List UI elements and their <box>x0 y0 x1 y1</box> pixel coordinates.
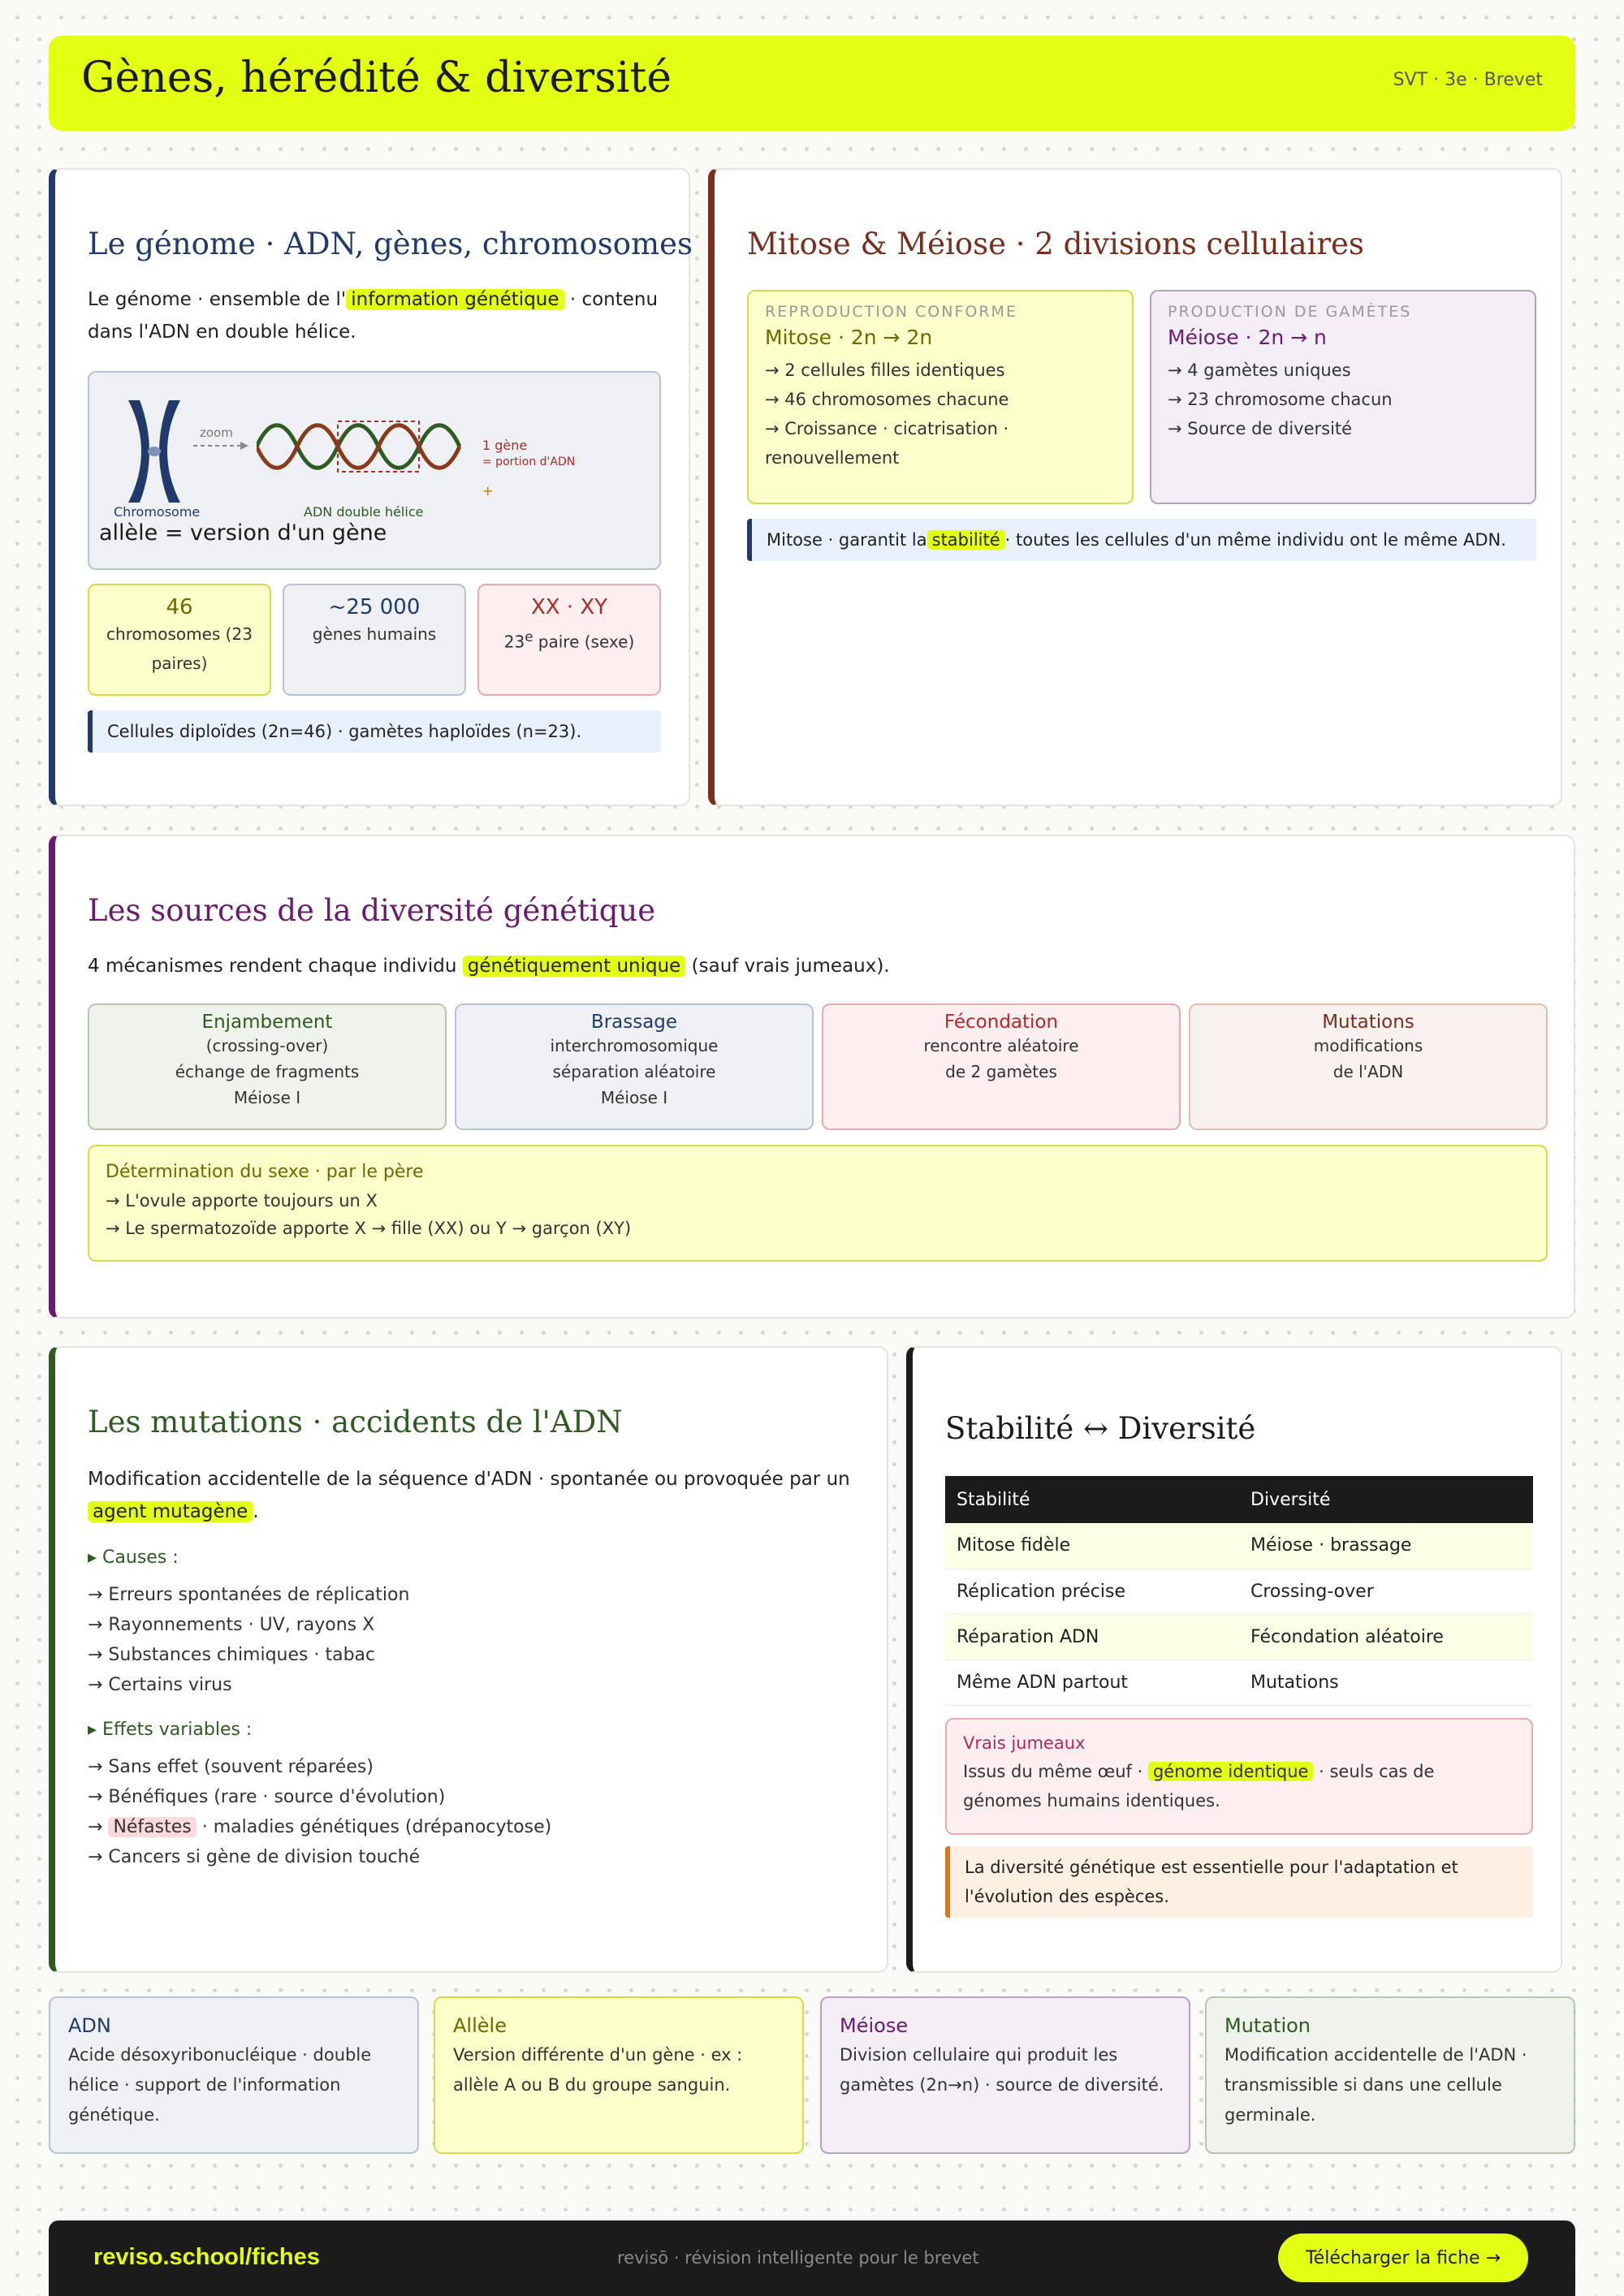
stability-title: Stabilité ↔ Diversité <box>945 1411 1256 1446</box>
twins-box: Vrais jumeaux Issus du même œuf · génome identique · seuls cas de génomes humains identiques. <box>945 1718 1533 1835</box>
mutations-title: Les mutations · accidents de l'ADN <box>88 1405 623 1439</box>
division-title: Mitose & Méiose · 2 divisions cellulaires <box>747 227 1364 261</box>
dna-helix-icon <box>257 418 476 475</box>
mitose-box: REPRODUCTION CONFORME Mitose · 2n → 2n → 2 cellules filles identiques → 46 chromosomes chacune → Croissance · cicatrisation · renouvellement <box>747 290 1134 504</box>
gene-label: 1 gène <box>482 438 528 453</box>
stat-sex-chromosomes: XX · XY 23e paire (sexe) <box>477 584 661 696</box>
glossary-adn: ADN Acide désoxyribonucléique · double hélice · support de l'information génétique. <box>49 1996 419 2154</box>
mechanism-enjambement: Enjambement (crossing-over) échange de fragments Méiose I <box>88 1003 447 1130</box>
gene-sublabel: = portion d'ADN <box>482 455 576 468</box>
mechanism-mutations: Mutations modifications de l'ADN <box>1189 1003 1548 1130</box>
sources-card <box>49 835 1575 1318</box>
table-row: Réplication précise Crossing-over <box>945 1569 1533 1614</box>
sex-determination-box: Détermination du sexe · par le père → L'ovule apporte toujours un X → Le spermatozoïde apporte X → fille (XX) ou Y → garçon (XY) <box>88 1145 1548 1262</box>
glossary-mutation: Mutation Modification accidentelle de l'ADN · transmissible si dans une cellule germinale. <box>1205 1996 1575 2154</box>
footer-tagline: revisō · révision intelligente pour le brevet <box>617 2248 979 2268</box>
table-row: Mitose fidèle Méiose · brassage <box>945 1523 1533 1569</box>
allele-label: allèle = version d'un gène <box>99 520 387 546</box>
download-button[interactable]: Télécharger la fiche → <box>1278 2233 1528 2282</box>
stat-genes: ~25 000 gènes humains <box>283 584 466 696</box>
sources-title: Les sources de la diversité génétique <box>88 893 656 928</box>
effects-heading: ▸ Effets variables : <box>88 1720 253 1740</box>
glossary-meiose: Méiose Division cellulaire qui produit les gamètes (2n→n) · source de diversité. <box>820 1996 1190 2154</box>
table-row: Même ADN partout Mutations <box>945 1659 1533 1705</box>
mechanism-fecondation: Fécondation rencontre aléatoire de 2 gamètes <box>822 1003 1181 1130</box>
chromosome-label: Chromosome <box>114 504 201 520</box>
stat-chromosomes: 46 chromosomes (23 paires) <box>88 584 271 696</box>
glossary-allele: Allèle Version différente d'un gène · ex : allèle A ou B du groupe sanguin. <box>434 1996 804 2154</box>
causes-heading: ▸ Causes : <box>88 1547 179 1568</box>
meiose-box: PRODUCTION DE GAMÈTES Méiose · 2n → n → 4 gamètes uniques → 23 chromosome chacun → Source de diversité <box>1150 290 1536 504</box>
mutations-card <box>49 1346 888 1973</box>
stability-card <box>906 1346 1562 1973</box>
effects-list: → Sans effet (souvent réparées) → Bénéfiques (rare · source d'évolution) → Néfastes · maladies génétiques (drépanocytose) → Cancers si gène de division touché <box>88 1757 552 1867</box>
division-card <box>708 168 1562 806</box>
gene-plus: + <box>482 483 494 498</box>
brand-link[interactable]: reviso.school/fiches <box>93 2244 320 2270</box>
sources-intro: 4 mécanismes rendent chaque individu génétiquement unique (sauf vrais jumeaux). <box>88 956 890 977</box>
genome-card <box>49 168 693 806</box>
zoom-arrow-icon <box>193 441 250 451</box>
dna-label: ADN double hélice <box>304 504 424 520</box>
genome-diagram <box>88 371 661 570</box>
zoom-label: zoom <box>200 425 233 440</box>
page-footer <box>49 2220 1575 2296</box>
genome-note: Cellules diploïdes (2n=46) · gamètes haploïdes (n=23). <box>88 710 661 753</box>
mechanism-brassage: Brassage interchromosomique séparation aléatoire Méiose I <box>455 1003 814 1130</box>
table-row: Réparation ADN Fécondation aléatoire <box>945 1614 1533 1659</box>
page-title: Gènes, hérédité & diversité <box>81 54 672 102</box>
page-header <box>49 36 1575 131</box>
page-meta: SVT · 3e · Brevet <box>1393 70 1543 90</box>
genome-title: Le génome · ADN, gènes, chromosomes <box>88 227 693 261</box>
stability-note: La diversité génétique est essentielle pour l'adaptation et l'évolution des espèces. <box>945 1846 1533 1918</box>
causes-list: → Erreurs spontanées de réplication → Rayonnements · UV, rayons X → Substances chimiques · tabac → Certains virus <box>88 1585 410 1695</box>
division-note: Mitose · garantit la stabilité · toutes les cellules d'un même individu ont le même ADN. <box>747 519 1536 561</box>
mutations-intro: Modification accidentelle de la séquence d'ADN · spontanée ou provoquée par un agent mutagène . <box>88 1469 850 1522</box>
chromosome-icon <box>122 399 187 504</box>
genome-intro: Le génome · ensemble de l' information génétique · contenu dans l'ADN en double hélice. <box>88 289 659 343</box>
stability-table: Stabilité Diversité Mitose fidèle Méiose · brassage Réplication précise Crossing-over Réparation ADN Fécondation aléatoire Même ADN partout Mutations <box>945 1476 1533 1706</box>
